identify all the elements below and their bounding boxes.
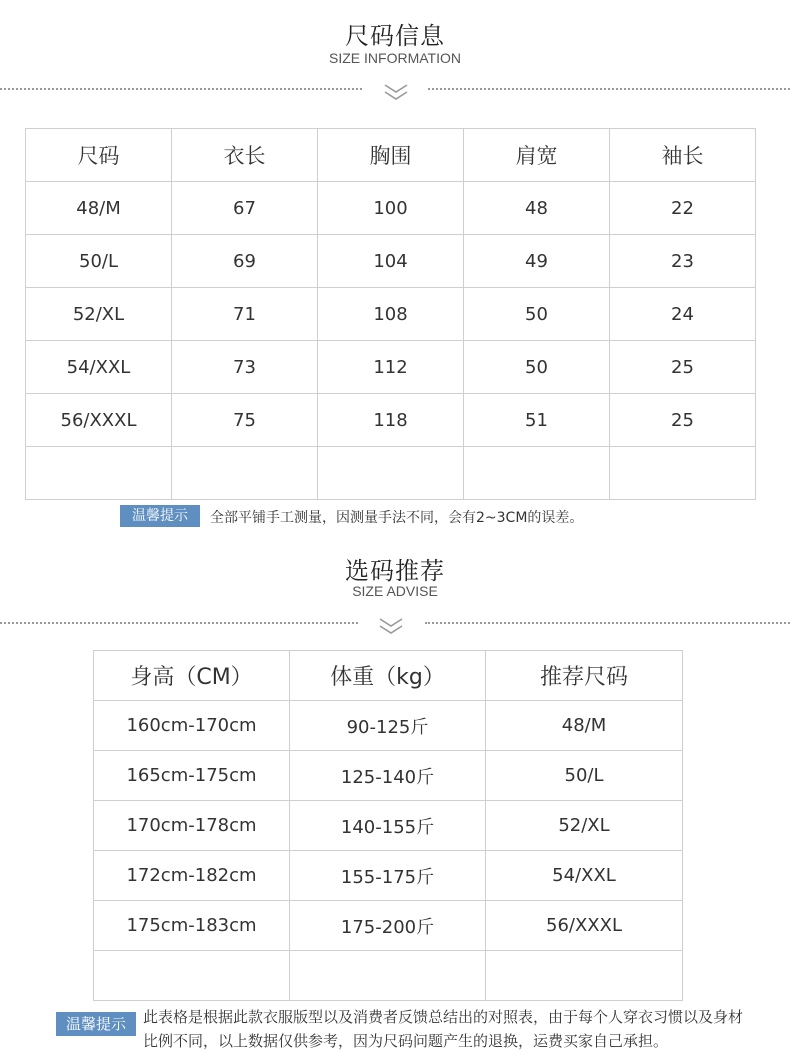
table-cell: 108 [318,288,464,341]
table-header-row [26,129,756,182]
header-cell: 衣长 [172,129,318,182]
size-info-subtitle: SIZE INFORMATION [329,50,461,66]
note-text: 此表格是根据此款衣服版型以及消费者反馈总结出的对照表，由于每个人穿衣习惯以及身材比例不同，以上数据仅供参考，因为尺码问题产生的退换，运费买家自己承担。 [143,1008,744,1050]
table-cell: 73 [172,341,318,394]
table-row [26,182,756,235]
table-cell: 23 [610,235,756,288]
table-cell: 56/XXXL [486,901,683,951]
table-cell: 25 [610,341,756,394]
table-cell: 140-155斤 [290,801,486,851]
table-cell: 48/M [486,701,683,751]
table-cell: 24 [610,288,756,341]
table-cell: 104 [318,235,464,288]
header-cell: 身高（CM） [94,651,290,701]
header-cell: 肩宽 [464,129,610,182]
table-cell: 71 [172,288,318,341]
table-cell: 125-140斤 [290,751,486,801]
table-cell: 50/L [486,751,683,801]
size-advise-title: 选码推荐 [345,557,445,585]
table-cell: 52/XL [486,801,683,851]
divider-dots-right [428,88,790,90]
table-cell [26,447,172,500]
table-row [94,751,683,801]
table-cell [486,951,683,1001]
table-cell: 69 [172,235,318,288]
table-row [94,901,683,951]
table-cell: 175cm-183cm [94,901,290,951]
table-cell: 56/XXXL [26,394,172,447]
table-cell [290,951,486,1001]
size-info-title: 尺码信息 [345,22,445,50]
table-cell [464,447,610,500]
advise-table [93,650,683,1001]
double-chevron-down-icon [378,616,404,636]
divider-dots-right [425,622,790,624]
table-cell: 100 [318,182,464,235]
table-cell [94,951,290,1001]
header-cell: 尺码 [26,129,172,182]
tip-badge: 温馨提示 [120,505,200,527]
table-cell: 155-175斤 [290,851,486,901]
tip-badge: 温馨提示 [56,1012,136,1036]
divider-dots-left [0,622,358,624]
table-row [26,235,756,288]
table-cell: 112 [318,341,464,394]
table-cell: 49 [464,235,610,288]
table-row [94,801,683,851]
divider-dots-left [0,88,362,90]
table-cell: 51 [464,394,610,447]
table-row [26,394,756,447]
size-table [25,128,756,500]
table-cell: 67 [172,182,318,235]
table-cell: 48 [464,182,610,235]
table-cell: 90-125斤 [290,701,486,751]
table-cell: 50/L [26,235,172,288]
table-cell: 54/XXL [26,341,172,394]
table-cell [318,447,464,500]
table-row [94,701,683,751]
tip-text: 全部平铺手工测量，因测量手法不同，会有2~3CM的误差。 [210,510,584,526]
table-cell [172,447,318,500]
table-cell: 25 [610,394,756,447]
header-cell: 推荐尺码 [486,651,683,701]
table-cell: 165cm-175cm [94,751,290,801]
header-cell: 胸围 [318,129,464,182]
table-row [26,341,756,394]
table-cell: 22 [610,182,756,235]
table-cell: 118 [318,394,464,447]
table-row-empty [26,447,756,500]
table-row [94,851,683,901]
table-cell: 75 [172,394,318,447]
header-cell: 袖长 [610,129,756,182]
table-cell: 48/M [26,182,172,235]
table-cell: 170cm-178cm [94,801,290,851]
table-cell: 50 [464,288,610,341]
table-cell [610,447,756,500]
table-cell: 175-200斤 [290,901,486,951]
table-header-row [94,651,683,701]
table-row-empty [94,951,683,1001]
size-advise-subtitle: SIZE ADVISE [352,583,438,599]
table-cell: 160cm-170cm [94,701,290,751]
table-cell: 54/XXL [486,851,683,901]
double-chevron-down-icon [383,82,409,102]
table-row [26,288,756,341]
table-cell: 172cm-182cm [94,851,290,901]
table-cell: 50 [464,341,610,394]
header-cell: 体重（kg） [290,651,486,701]
table-cell: 52/XL [26,288,172,341]
